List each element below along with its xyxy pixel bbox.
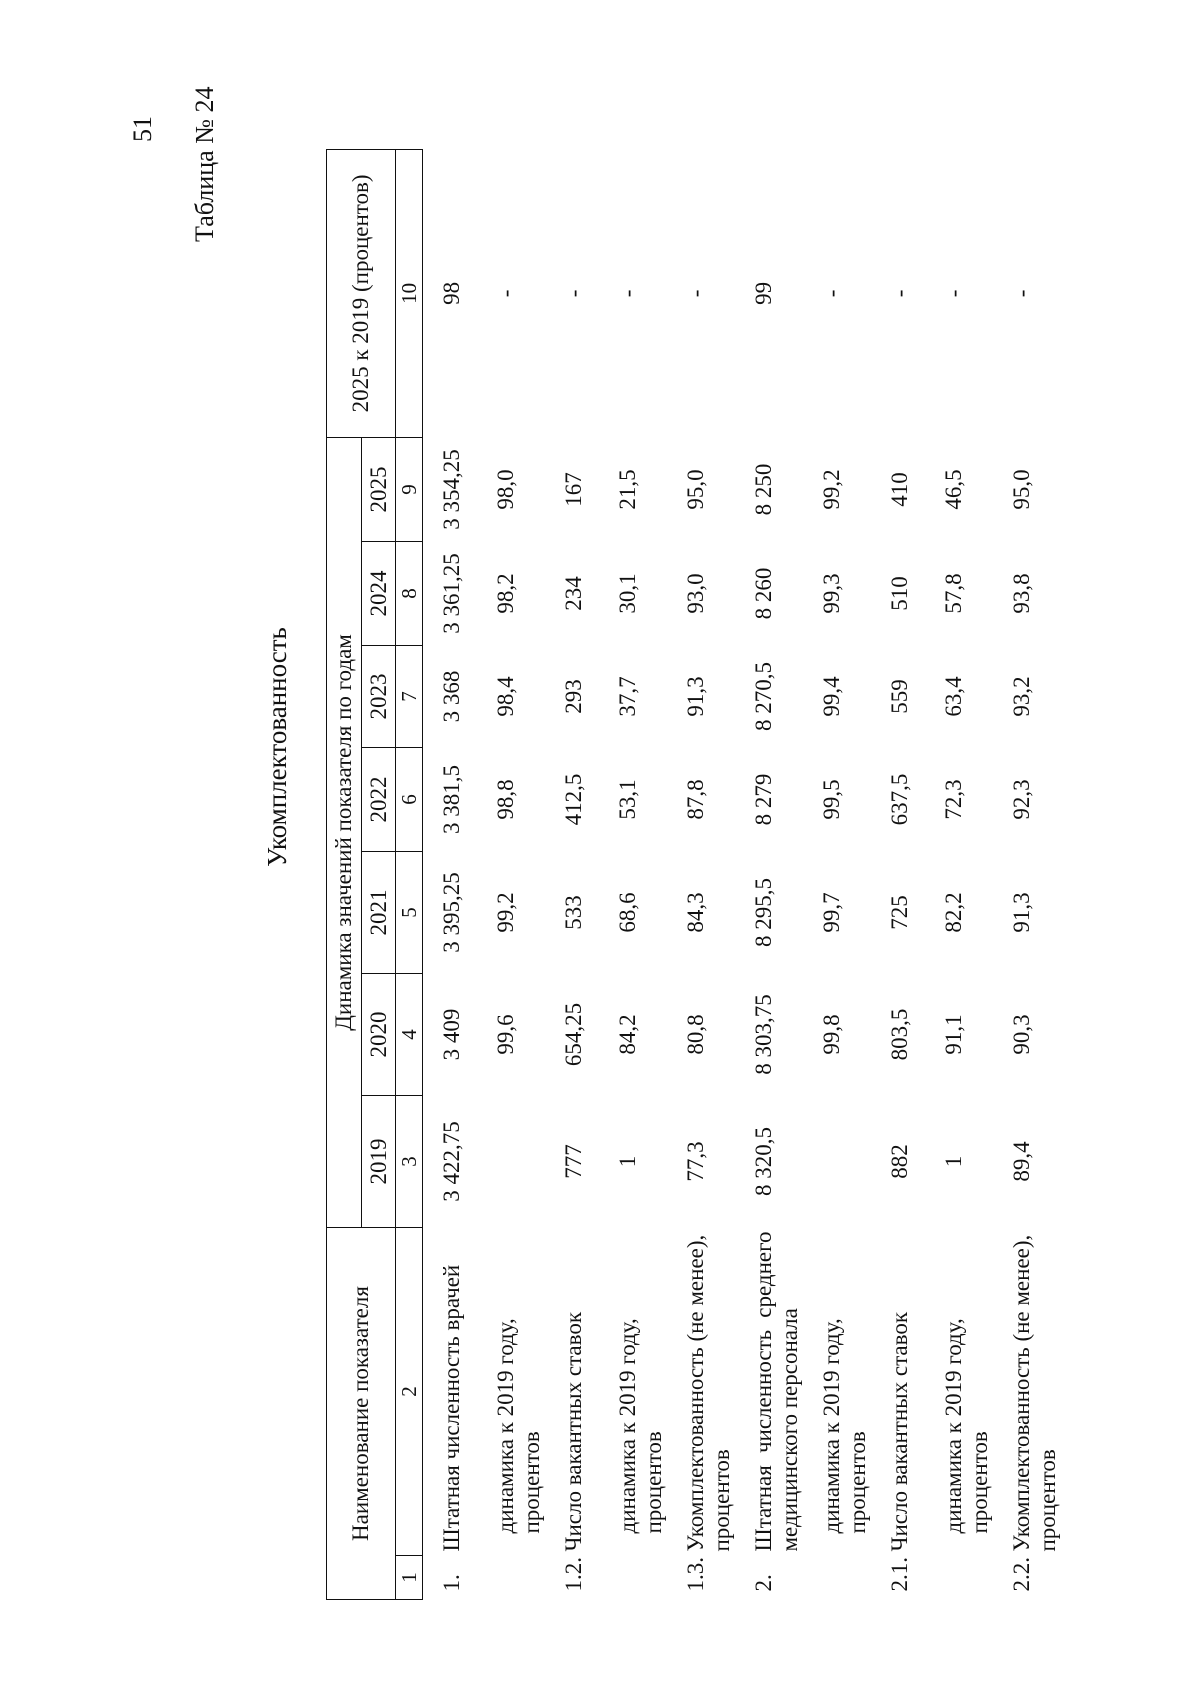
row-value: - — [493, 289, 518, 298]
row-value: 3 381,5 — [439, 765, 464, 834]
page-number: 51 — [128, 116, 157, 142]
row-value: 99,6 — [493, 1014, 518, 1055]
row-value: 68,6 — [615, 892, 640, 933]
row-value: 99,3 — [819, 573, 844, 614]
row-value: 99,2 — [493, 892, 518, 933]
row-value: 53,1 — [615, 779, 640, 820]
table-body — [423, 149, 1062, 1599]
row-value: 510 — [887, 576, 912, 611]
row-number: 2. — [751, 1574, 776, 1592]
row-name: Штатная численность среднего медицинского персонала — [751, 1231, 802, 1552]
row-value: 92,3 — [1009, 779, 1034, 820]
row-value: 654,25 — [561, 1002, 586, 1067]
row-value: 46,5 — [941, 469, 966, 510]
table-row — [803, 149, 871, 1599]
row-value: 37,7 — [615, 676, 640, 717]
row-value: - — [561, 289, 586, 298]
table-row — [993, 149, 1061, 1599]
row-value: - — [683, 289, 708, 298]
row-value: 8 320,5 — [751, 1127, 776, 1196]
row-name: Число вакантных ставок — [887, 1312, 912, 1552]
row-value: 84,3 — [683, 892, 708, 933]
row-name: Укомплектованность (не менее), процентов — [1009, 1234, 1060, 1552]
row-value: 87,8 — [683, 779, 708, 820]
header-ratio-col: 2025 к 2019 (процентов) — [327, 149, 396, 437]
row-value: 1 — [615, 1155, 640, 1168]
row-value: 98,0 — [493, 469, 518, 510]
row-name: динамика к 2019 году, процентов — [493, 1318, 544, 1534]
table-row — [477, 149, 545, 1599]
row-value: 410 — [887, 472, 912, 507]
table-row — [735, 149, 803, 1599]
row-value: 63,4 — [941, 676, 966, 717]
row-number: 1. — [439, 1574, 464, 1592]
row-name: динамика к 2019 году, процентов — [819, 1318, 870, 1534]
row-value: 93,2 — [1009, 676, 1034, 717]
row-value: 89,4 — [1009, 1141, 1034, 1182]
row-value: 99,8 — [819, 1014, 844, 1055]
row-value: 777 — [561, 1144, 586, 1179]
row-name: динамика к 2019 году, процентов — [615, 1318, 666, 1534]
row-value: 167 — [561, 472, 586, 507]
header-year: 2021 — [362, 852, 396, 974]
row-number — [803, 1556, 871, 1600]
row-value: 95,0 — [683, 469, 708, 510]
row-value: 8 260 — [751, 567, 776, 620]
row-value: 21,5 — [615, 469, 640, 510]
table-row — [871, 149, 925, 1599]
header-column-number: 1 — [396, 1556, 423, 1600]
staffing-table — [326, 149, 1061, 1600]
row-value: 3 409 — [439, 1008, 464, 1061]
row-value: - — [819, 289, 844, 298]
row-value: 98,4 — [493, 676, 518, 717]
header-column-number: 6 — [396, 748, 423, 852]
row-number — [599, 1556, 667, 1600]
header-year: 2019 — [362, 1096, 396, 1228]
row-value: 91,3 — [1009, 892, 1034, 933]
row-value: 8 279 — [751, 773, 776, 826]
row-name: Число вакантных ставок — [561, 1312, 586, 1552]
table-header — [327, 149, 423, 1599]
header-year: 2023 — [362, 646, 396, 748]
table-row — [925, 149, 993, 1599]
row-value: - — [615, 289, 640, 298]
row-value: 99,5 — [819, 779, 844, 820]
row-value: 57,8 — [941, 573, 966, 614]
row-value: 3 395,25 — [439, 872, 464, 953]
row-value: 98 — [439, 281, 464, 305]
row-number — [925, 1556, 993, 1600]
header-column-number: 2 — [396, 1228, 423, 1556]
row-value: 533 — [561, 895, 586, 930]
row-value: 90,3 — [1009, 1014, 1034, 1055]
row-value: 234 — [561, 576, 586, 611]
row-value: 80,8 — [683, 1014, 708, 1055]
row-value: 84,2 — [615, 1014, 640, 1055]
row-value: 3 361,25 — [439, 553, 464, 634]
row-value: 91,1 — [941, 1014, 966, 1055]
header-year: 2022 — [362, 748, 396, 852]
row-name: Штатная численность врачей — [439, 1264, 464, 1552]
header-column-number: 4 — [396, 974, 423, 1096]
row-value: 8 270,5 — [751, 662, 776, 731]
header-column-number: 3 — [396, 1096, 423, 1228]
row-value: 99,2 — [819, 469, 844, 510]
row-value — [477, 1096, 545, 1228]
row-value: 93,0 — [683, 573, 708, 614]
header-column-number: 9 — [396, 437, 423, 541]
header-year: 2024 — [362, 542, 396, 646]
row-name: Укомплектованность (не менее), процентов — [683, 1234, 734, 1552]
row-value: 99,4 — [819, 676, 844, 717]
header-column-number: 7 — [396, 646, 423, 748]
row-value: 99 — [751, 281, 776, 305]
row-number: 1.2. — [561, 1557, 586, 1592]
row-number: 2.2. — [1009, 1557, 1034, 1592]
row-value: 3 368 — [439, 670, 464, 723]
row-number — [477, 1556, 545, 1600]
row-name: динамика к 2019 году, процентов — [941, 1318, 992, 1534]
row-value: - — [1009, 289, 1034, 298]
header-column-number: 5 — [396, 852, 423, 974]
row-value: 8 295,5 — [751, 878, 776, 947]
row-value: - — [887, 289, 912, 298]
row-value — [803, 1096, 871, 1228]
row-value: 91,3 — [683, 676, 708, 717]
table-row — [423, 149, 478, 1599]
row-value: 412,5 — [561, 773, 586, 826]
row-value: 82,2 — [941, 892, 966, 933]
table-row — [545, 149, 599, 1599]
table-row — [667, 149, 735, 1599]
table-number: Таблица № 24 — [190, 86, 219, 242]
table-row — [599, 149, 667, 1599]
row-value: 72,3 — [941, 779, 966, 820]
row-value: 725 — [887, 895, 912, 930]
row-value: 882 — [887, 1144, 912, 1179]
header-name-col: Наименование показателя — [327, 1228, 396, 1600]
row-number: 2.1. — [887, 1557, 912, 1592]
row-number: 1.3. — [683, 1557, 708, 1592]
row-value: 95,0 — [1009, 469, 1034, 510]
row-value: 1 — [941, 1155, 966, 1168]
row-value: 30,1 — [615, 573, 640, 614]
row-value: 3 422,75 — [439, 1121, 464, 1202]
row-value: 8 250 — [751, 463, 776, 516]
table-title: Укомплектованность — [262, 627, 292, 867]
row-value: 637,5 — [887, 773, 912, 826]
row-value: 3 354,25 — [439, 449, 464, 530]
row-value: 93,8 — [1009, 573, 1034, 614]
row-value: 559 — [887, 679, 912, 714]
header-dynamics: Динамика значений показателя по годам — [327, 437, 362, 1227]
header-column-number: 8 — [396, 542, 423, 646]
row-value: 8 303,75 — [751, 994, 776, 1075]
header-column-number: 10 — [396, 149, 423, 437]
row-value: 98,2 — [493, 573, 518, 614]
row-value: 98,8 — [493, 779, 518, 820]
row-value: - — [941, 289, 966, 298]
header-year: 2025 — [362, 437, 396, 541]
header-year: 2020 — [362, 974, 396, 1096]
row-value: 77,3 — [683, 1141, 708, 1182]
row-value: 803,5 — [887, 1008, 912, 1061]
row-value: 99,7 — [819, 892, 844, 933]
row-value: 293 — [561, 679, 586, 714]
